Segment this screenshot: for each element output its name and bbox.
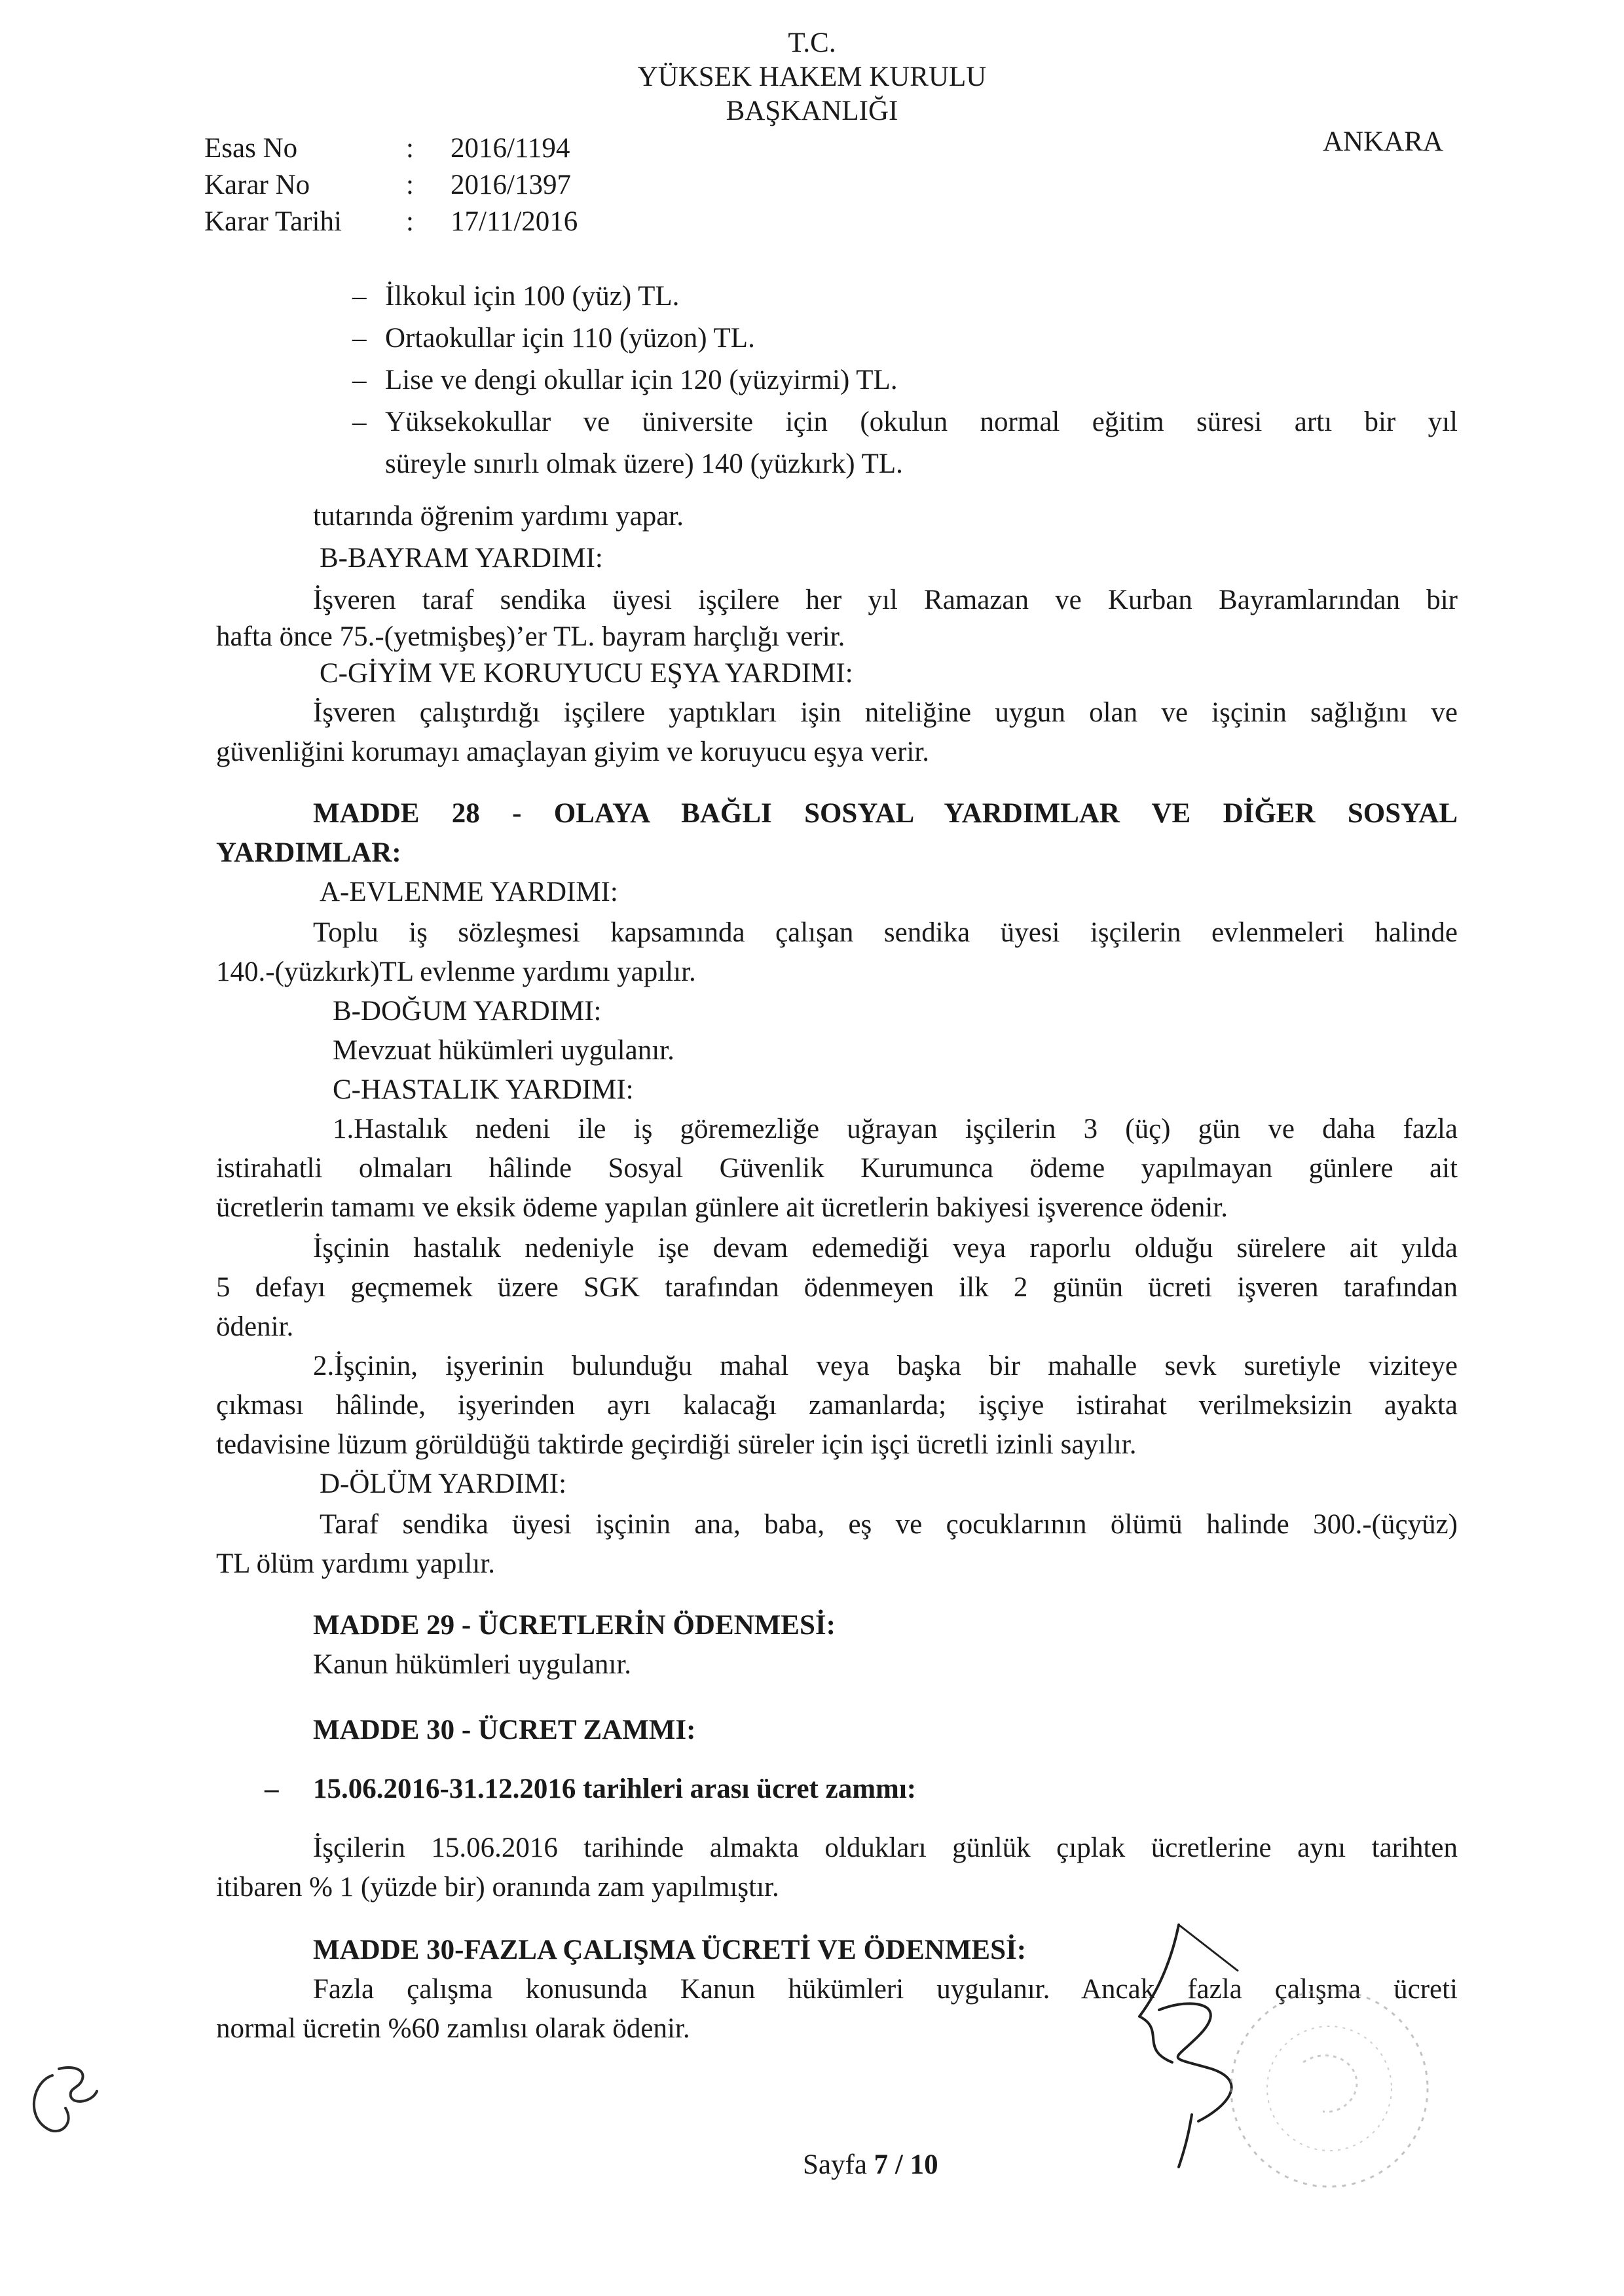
article-30-title: MADDE 30 - ÜCRET ZAMMI: [313, 1715, 696, 1745]
esas-colon: : [406, 133, 414, 164]
paragraph-line: TL ölüm yardımı yapılır. [216, 1548, 495, 1579]
tarih-label: Karar Tarihi [204, 206, 342, 237]
paragraph-line: çıkması hâlinde, işyerinden ayrı kalacağı zamanlarda; işçiye istirahat verilmeksizin ayakta [216, 1390, 1458, 1421]
paragraph-line: İşveren çalıştırdığı işçilere yaptıkları işin niteliğine uygun olan ve işçinin sağlığını ve [313, 697, 1458, 728]
paragraph-line: hafta önce 75.-(yetmişbeş)’er TL. bayram harçlığı verir. [216, 621, 845, 652]
paragraph-line: ödenir. [216, 1311, 294, 1342]
header-tc: T.C. [788, 27, 836, 58]
paragraph-line: 140.-(yüzkırk)TL evlenme yardımı yapılır. [216, 957, 696, 987]
tarih-value: 17/11/2016 [451, 206, 578, 237]
list-item: Yüksekokullar ve üniversite için (okulun normal eğitim süresi artı bir yıl [385, 407, 1458, 437]
paragraph-line: 2.İşçinin, işyerinin bulunduğu mahal veya başka bir mahalle sevk suretiyle viziteye [313, 1351, 1458, 1381]
header-presidency: BAŞKANLIĞI [726, 96, 898, 126]
esas-value: 2016/1194 [451, 133, 570, 164]
article-29-title: MADDE 29 - ÜCRETLERİN ÖDENMESİ: [313, 1610, 836, 1641]
list-dash: – [352, 323, 367, 354]
karar-label: Karar No [204, 170, 310, 200]
paragraph-line: İşveren taraf sendika üyesi işçilere her yıl Ramazan ve Kurban Bayramlarından bir [313, 585, 1458, 615]
paragraph-line: Mevzuat hükümleri uygulanır. [333, 1035, 674, 1066]
list-item: İlkokul için 100 (yüz) TL. [385, 281, 680, 312]
stamp-impression [1218, 1964, 1454, 2213]
list-dash: – [265, 1774, 279, 1804]
paragraph-line: Toplu iş sözleşmesi kapsamında çalışan sendika üyesi işçilerin evlenmeleri halinde [313, 917, 1458, 948]
page-number: Sayfa 7 / 10 [803, 2149, 938, 2180]
article-30b-title: MADDE 30-FAZLA ÇALIŞMA ÜCRETİ VE ÖDENMESİ: [313, 1935, 1027, 1965]
header-institution: YÜKSEK HAKEM KURULU [637, 62, 987, 92]
article-30-subtitle: 15.06.2016-31.12.2016 tarihleri arası ücret zammı: [313, 1774, 917, 1804]
paragraph-line: normal ücretin %60 zamlısı olarak ödenir. [216, 2013, 690, 2044]
paragraph-line: itibaren % 1 (yüzde bir) oranında zam yapılmıştır. [216, 1872, 779, 1903]
article-28-title-cont: YARDIMLAR: [216, 837, 401, 868]
paragraph-line: Kanun hükümleri uygulanır. [313, 1649, 632, 1680]
paragraph-line: Fazla çalışma konusunda Kanun hükümleri uygulanır. Ancak fazla çalışma ücreti [313, 1974, 1458, 2005]
paragraph-line: güvenliğini korumayı amaçlayan giyim ve koruyucu eşya verir. [216, 737, 930, 767]
paragraph-line: tedavisine lüzum görüldüğü taktirde geçirdiği süreler için işçi ücretli izinli sayılır. [216, 1429, 1137, 1460]
handwritten-initials [20, 2056, 111, 2154]
article-28-title: MADDE 28 - OLAYA BAĞLI SOSYAL YARDIMLAR VE DİĞER SOSYAL [313, 798, 1458, 829]
section-heading: C-HASTALIK YARDIMI: [333, 1074, 634, 1105]
paragraph-line: 5 defayı geçmemek üzere SGK tarafından ödenmeyen ilk 2 günün ücreti işveren tarafından [216, 1272, 1458, 1303]
paragraph-line: İşçinin hastalık nedeniyle işe devam edemediği veya raporlu olduğu sürelere ait yılda [313, 1233, 1458, 1264]
paragraph-line: tutarında öğrenim yardımı yapar. [313, 501, 684, 532]
section-heading: D-ÖLÜM YARDIMI: [320, 1468, 567, 1499]
list-item: Ortaokullar için 110 (yüzon) TL. [385, 323, 755, 354]
list-dash: – [352, 407, 367, 437]
list-dash: – [352, 365, 367, 395]
esas-label: Esas No [204, 133, 298, 164]
karar-value: 2016/1397 [451, 170, 571, 200]
paragraph-line: İşçilerin 15.06.2016 tarihinde almakta oldukları günlük çıplak ücretlerine aynı tarihten [313, 1832, 1458, 1863]
paragraph-line: ücretlerin tamamı ve eksik ödeme yapılan günlere ait ücretlerin bakiyesi işverence ödenir. [216, 1192, 1228, 1223]
header-city: ANKARA [1323, 126, 1443, 157]
section-heading: B-BAYRAM YARDIMI: [320, 543, 603, 574]
section-heading: C-GİYİM VE KORUYUCU EŞYA YARDIMI: [320, 658, 853, 689]
list-item: Lise ve dengi okullar için 120 (yüzyirmi) TL. [385, 365, 898, 395]
paragraph-line: Taraf sendika üyesi işçinin ana, baba, eş ve çocuklarının ölümü halinde 300.-(üçyüz) [320, 1509, 1458, 1540]
section-heading: B-DOĞUM YARDIMI: [333, 996, 602, 1027]
list-item-continued: süreyle sınırlı olmak üzere) 140 (yüzkırk) TL. [385, 448, 903, 479]
paragraph-line: 1.Hastalık nedeni ile iş göremezliğe uğrayan işçilerin 3 (üç) gün ve daha fazla [333, 1114, 1458, 1144]
section-heading: A-EVLENME YARDIMI: [320, 877, 618, 907]
karar-colon: : [406, 170, 414, 200]
list-dash: – [352, 281, 367, 312]
paragraph-line: istirahatli olmaları hâlinde Sosyal Güvenlik Kurumunca ödeme yapılmayan günlere ait [216, 1153, 1458, 1184]
tarih-colon: : [406, 206, 414, 237]
